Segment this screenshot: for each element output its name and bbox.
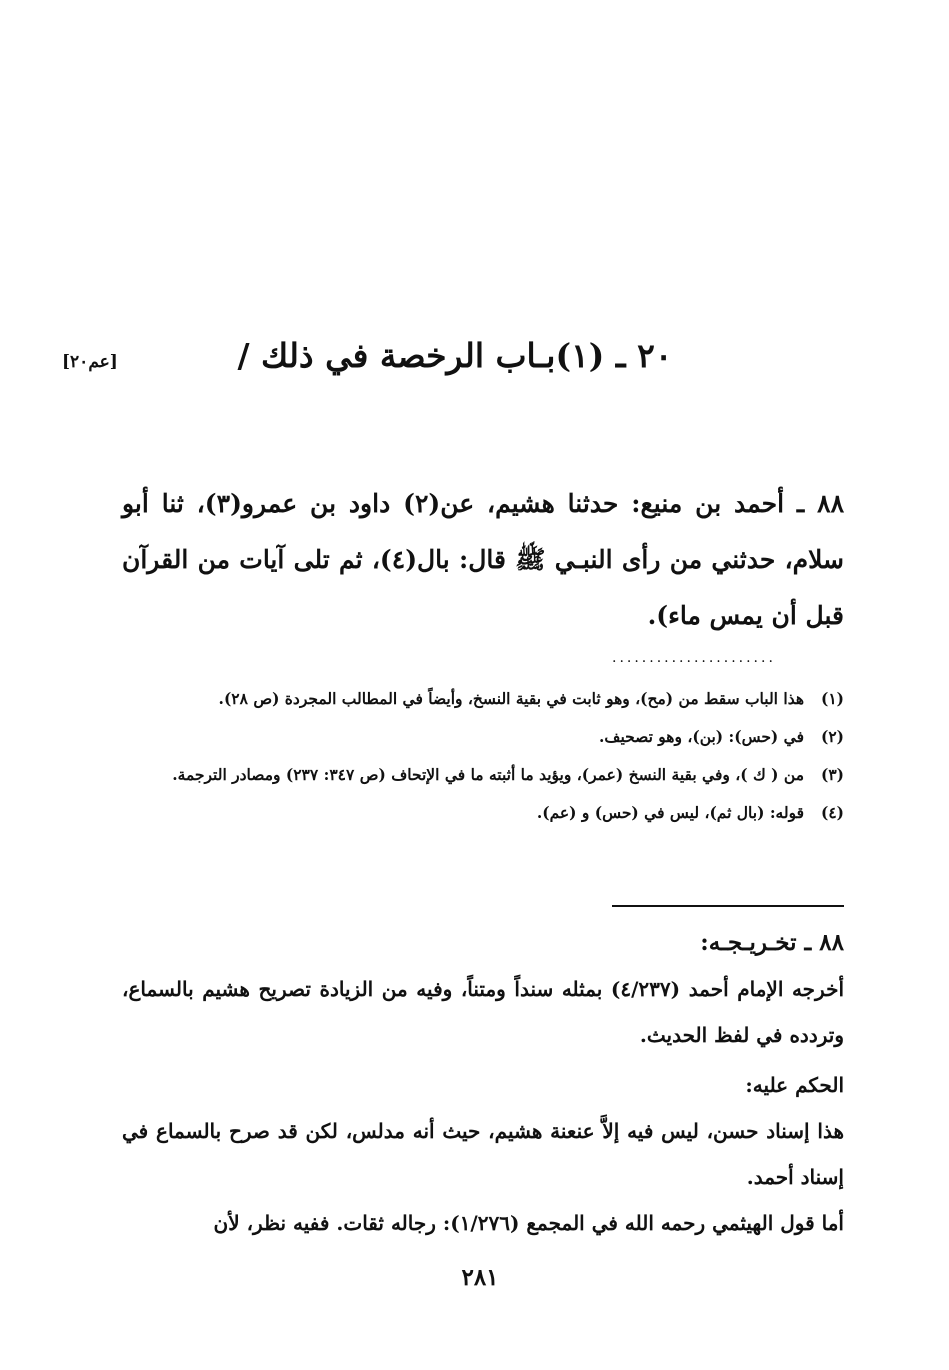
footnote-separator-dots: ...................... — [612, 650, 776, 666]
takhrij-paragraph: أخرجه الإمام أحمد (٤/٢٣٧) بمثله سنداً ومتناً، وفيه من الزيادة تصريح هشيم بالسماع، وتردده في لفظ الحديث. — [122, 977, 844, 1047]
footnotes — [122, 680, 844, 832]
footnote-text: من ( ك )، وفي بقية النسخ (عمر)، ويؤيد ما أثبته ما في الإتحاف (ص ٣٤٧: ٢٣٧) ومصادر الترجمة. — [172, 765, 804, 784]
takhrij-heading: ٨٨ ـ تخـريـجـه: — [700, 929, 844, 956]
footnote-item — [122, 794, 844, 832]
footnote-item — [122, 718, 844, 756]
footnote-item — [122, 680, 844, 718]
footnote-text: في (حس): (بن)، وهو تصحيف. — [599, 727, 804, 746]
footnote-number: (١) — [820, 689, 844, 708]
footnote-number: (٢) — [820, 727, 844, 746]
section-divider — [612, 905, 844, 907]
manuscript-reference: [عم٢٠] — [62, 352, 118, 372]
footnote-item — [122, 756, 844, 794]
footnote-text: قوله: (بال ثم)، ليس في (حس) و (عم). — [536, 803, 804, 822]
takhrij-section — [122, 920, 844, 1246]
page-number: ٢٨١ — [461, 1264, 499, 1291]
footnote-number: (٣) — [820, 765, 844, 784]
ruling-paragraph: هذا إسناد حسن، ليس فيه إلاَّ عنعنة هشيم، حيث أنه مدلس، لكن قد صرح بالسماع في إسناد أحمد. — [122, 1119, 844, 1189]
ruling-heading: الحكم عليه: — [745, 1073, 844, 1097]
haythami-paragraph: أما قول الهيثمي رحمه الله في المجمع (١/٢٧٦): رجاله ثقات. ففيه نظر، لأن — [213, 1211, 844, 1235]
hadith-text: ٨٨ ـ أحمد بن منيع: حدثنا هشيم، عن(٢) داود بن عمرو(٣)، ثنا أبو سلام، حدثني من رأى النبـي ﷺ قال: بال(٤)، ثم تلى آيات من القرآن قبل أن يمس ماء). — [122, 489, 845, 630]
chapter-title: ٢٠ ـ (١)بـاب الرخصة في ذلك / — [237, 336, 673, 375]
footnote-text: هذا الباب سقط من (مح)، وهو ثابت في بقية النسخ، وأيضاً في المطالب المجردة (ص ٢٨). — [218, 689, 804, 708]
footnote-number: (٤) — [820, 803, 844, 822]
hadith-text-block — [122, 476, 844, 644]
